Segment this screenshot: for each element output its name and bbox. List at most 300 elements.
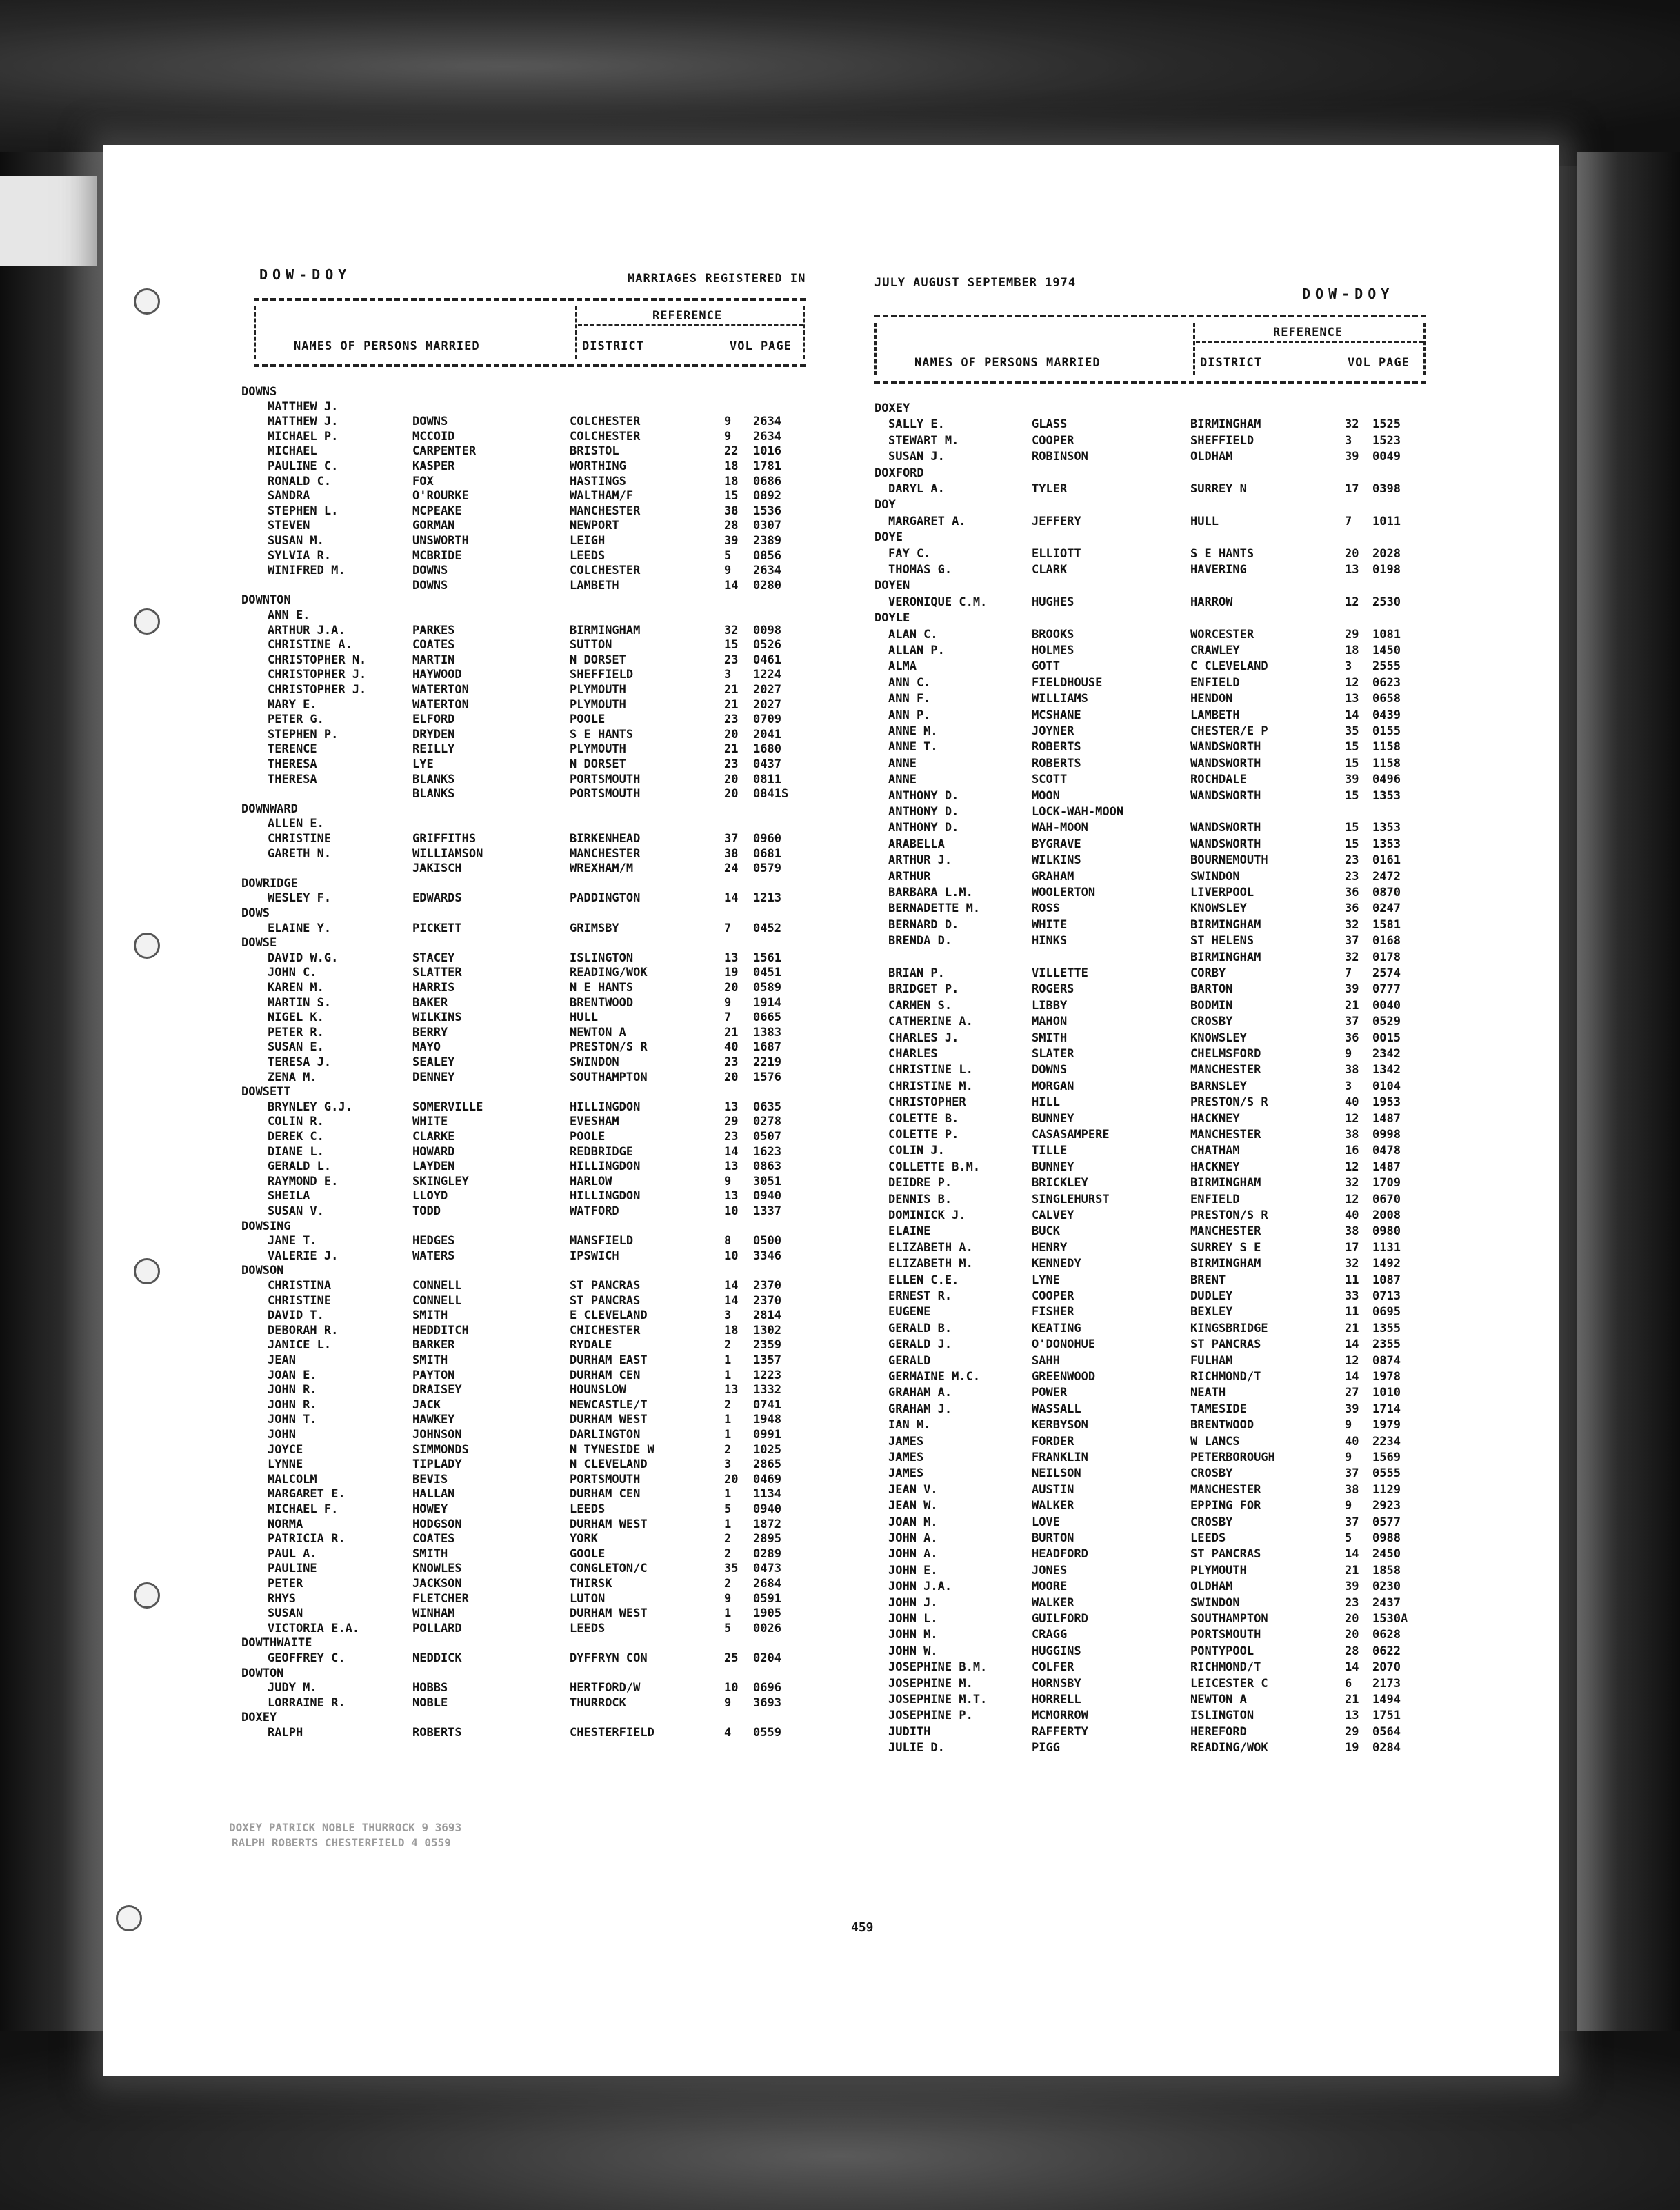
entry-forename: SUSAN V.	[268, 1204, 324, 1218]
entry-spouse-surname: JONES	[1032, 1563, 1068, 1577]
entry-district: CONGLETON/C	[570, 1562, 648, 1576]
entry-spouse-surname: DRYDEN	[412, 727, 455, 741]
entry-volume: 11	[1345, 1273, 1359, 1287]
register-entry	[241, 1622, 807, 1635]
entry-forename: MARGARET A.	[888, 514, 966, 528]
entry-district: C CLEVELAND	[1190, 659, 1268, 674]
entry-page: 1158	[1372, 756, 1401, 770]
scan-border-top	[0, 0, 1680, 166]
entry-page: 0622	[1372, 1644, 1401, 1658]
entry-page: 0960	[753, 832, 781, 846]
entry-page: 2173	[1372, 1676, 1401, 1691]
register-entry	[862, 837, 1434, 851]
entry-volume: 6	[1345, 1676, 1352, 1691]
entry-district: SURREY N	[1190, 482, 1247, 496]
entry-district: DUDLEY	[1190, 1289, 1233, 1303]
entry-district: BOURNEMOUTH	[1190, 853, 1268, 868]
entry-page: 1353	[1372, 788, 1401, 803]
entry-forename: GERALD	[888, 1353, 931, 1368]
entry-volume: 14	[724, 891, 739, 906]
entry-volume: 29	[724, 1115, 739, 1129]
entry-forename: DAVID T.	[268, 1308, 324, 1323]
entry-district: WANDSWORTH	[1190, 837, 1261, 851]
reference-label: REFERENCE	[1273, 326, 1343, 339]
entry-district: DURHAM WEST	[570, 1606, 648, 1621]
entry-district: LEEDS	[570, 1621, 606, 1635]
entry-district: PRESTON/S R	[1190, 1095, 1268, 1110]
entry-page: 2342	[1372, 1047, 1401, 1061]
entry-spouse-surname: WATERTON	[412, 697, 469, 712]
entry-volume: 39	[1345, 1580, 1359, 1594]
register-entry	[241, 832, 807, 846]
entry-volume: 28	[1345, 1644, 1359, 1658]
entry-page: 0307	[753, 519, 781, 533]
entry-forename: TERENCE	[268, 742, 317, 757]
entry-volume: 9	[724, 429, 732, 444]
entry-forename: JOHN C.	[268, 966, 317, 980]
register-entry	[241, 698, 807, 712]
punch-hole	[116, 1905, 142, 1931]
register-entry	[862, 1547, 1434, 1561]
entry-spouse-surname: JAKISCH	[412, 862, 462, 876]
entry-spouse-surname: GRIFFITHS	[412, 832, 477, 846]
entry-volume: 5	[1345, 1531, 1352, 1545]
entry-forename: ARTHUR J.A.	[268, 623, 346, 637]
entry-page: 0686	[753, 474, 781, 488]
register-entry	[241, 1368, 807, 1382]
register-entry	[862, 1612, 1434, 1626]
surname-heading: DOWSON	[241, 1264, 284, 1278]
entry-district: EVESHAM	[570, 1115, 619, 1129]
entry-spouse-surname: CASASAMPERE	[1032, 1128, 1110, 1142]
entry-page: 0451	[753, 966, 781, 980]
entry-district: ST PANCRAS	[1190, 1547, 1261, 1562]
register-entry	[241, 1398, 807, 1412]
entry-page: 2450	[1372, 1547, 1401, 1562]
register-entry	[862, 740, 1434, 754]
vol-page-label: VOL PAGE	[1348, 356, 1410, 370]
entry-page: 0665	[753, 1011, 781, 1025]
entry-spouse-surname: COOPER	[1032, 433, 1074, 448]
entry-spouse-surname: STACEY	[412, 950, 455, 965]
entry-page: 3051	[753, 1174, 781, 1188]
entry-page: 0398	[1372, 482, 1401, 496]
entry-district: N DORSET	[570, 653, 626, 667]
register-entry	[862, 628, 1434, 641]
register-entry	[241, 1532, 807, 1546]
entry-district: CROSBY	[1190, 1466, 1233, 1481]
entry-forename: ELAINE	[888, 1224, 931, 1239]
entry-spouse-surname: MCBRIDE	[412, 548, 462, 563]
entry-spouse-surname: HOBBS	[412, 1681, 448, 1695]
entry-district: CROSBY	[1190, 1515, 1233, 1529]
entry-page: 2574	[1372, 966, 1401, 980]
entry-forename: COLLETTE B.M.	[888, 1159, 981, 1174]
entry-forename: LYNNE	[268, 1457, 303, 1472]
entry-volume: 7	[724, 921, 732, 935]
entry-spouse-surname: POLLARD	[412, 1621, 462, 1635]
entry-forename: COLETTE P.	[888, 1128, 959, 1142]
entry-district: PLYMOUTH	[570, 697, 626, 712]
entry-volume: 23	[1345, 869, 1359, 884]
entry-page: 0713	[1372, 1289, 1401, 1303]
entry-district: MANSFIELD	[570, 1234, 634, 1248]
register-entry	[862, 1193, 1434, 1206]
entry-spouse-surname: GUILFORD	[1032, 1612, 1088, 1626]
entry-district: PONTYPOOL	[1190, 1644, 1254, 1658]
entry-forename: ANTHONY D.	[888, 788, 959, 803]
entry-volume: 12	[1345, 595, 1359, 609]
entry-volume: 18	[724, 474, 739, 488]
register-entry	[862, 1435, 1434, 1449]
register-entry	[862, 1015, 1434, 1028]
entry-page: 2070	[1372, 1660, 1401, 1675]
entry-page: 0577	[1372, 1515, 1401, 1529]
entry-spouse-surname: O'ROURKE	[412, 489, 469, 504]
register-entry	[862, 1564, 1434, 1577]
register-entry	[862, 1644, 1434, 1658]
entry-volume: 12	[1345, 1353, 1359, 1368]
register-entry	[241, 773, 807, 786]
entry-page: 1011	[1372, 514, 1401, 528]
entry-forename: SALLY E.	[888, 417, 945, 432]
entry-forename: ALAN C.	[888, 627, 938, 641]
entry-spouse-surname: SMITH	[412, 1546, 448, 1561]
entry-spouse-surname: SINGLEHURST	[1032, 1192, 1110, 1206]
entry-page: 0695	[1372, 1305, 1401, 1320]
register-entry	[241, 1159, 807, 1173]
entry-district: EPPING FOR	[1190, 1499, 1261, 1513]
entry-volume: 9	[724, 995, 732, 1010]
entry-page: 1709	[1372, 1176, 1401, 1191]
register-entry	[862, 1466, 1434, 1480]
entry-forename: ANTHONY D.	[888, 805, 959, 819]
bleed-through-text: DOXEY PATRICK NOBLE THURROCK 9 3693	[229, 1821, 462, 1834]
entry-volume: 15	[1345, 821, 1359, 835]
entry-spouse-surname: JOHNSON	[412, 1428, 462, 1442]
register-entry	[241, 817, 807, 830]
entry-spouse-surname: BARKER	[412, 1338, 455, 1353]
entry-forename: CHRISTINE	[268, 1293, 332, 1308]
entry-forename: FAY C.	[888, 546, 931, 561]
entry-volume: 7	[1345, 514, 1352, 528]
scan-glare	[0, 176, 97, 266]
surname-heading: DOWS	[241, 906, 270, 920]
entry-district: PORTSMOUTH	[570, 772, 641, 786]
entry-forename: BRIAN P.	[888, 966, 945, 980]
entry-page: 0289	[753, 1546, 781, 1561]
entry-district: PLYMOUTH	[1190, 1563, 1247, 1577]
register-entry	[862, 1112, 1434, 1126]
entry-spouse-surname: TILLE	[1032, 1144, 1068, 1158]
entry-page: 1129	[1372, 1482, 1401, 1497]
surname-heading: DOWSETT	[241, 1085, 291, 1099]
entry-page: 0991	[753, 1428, 781, 1442]
surname-heading: DOYLE	[874, 611, 910, 626]
entry-volume: 23	[724, 1130, 739, 1144]
entry-page: 2684	[753, 1577, 781, 1591]
register-entry	[862, 918, 1434, 932]
entry-volume: 33	[1345, 1289, 1359, 1303]
entry-spouse-surname: SMITH	[1032, 1031, 1068, 1045]
entry-spouse-surname: HOWEY	[412, 1502, 448, 1516]
entry-spouse-surname: NOBLE	[412, 1695, 448, 1710]
entry-forename: SYLVIA R.	[268, 548, 332, 563]
entry-spouse-surname: WATERTON	[412, 683, 469, 697]
entry-district: BIRMINGHAM	[1190, 950, 1261, 964]
register-entry	[241, 1681, 807, 1695]
entry-spouse-surname: HUGHES	[1032, 595, 1074, 609]
entry-forename: DEREK C.	[268, 1130, 324, 1144]
register-entry	[862, 1160, 1434, 1174]
entry-volume: 12	[1345, 1159, 1359, 1174]
entry-forename: BERNADETTE M.	[888, 902, 981, 916]
register-entry	[862, 1370, 1434, 1384]
entry-forename: ELAINE Y.	[268, 921, 332, 935]
entry-page: 0529	[1372, 1015, 1401, 1029]
entry-spouse-surname: BROOKS	[1032, 627, 1074, 641]
register-entry	[862, 1257, 1434, 1271]
entry-volume: 37	[1345, 934, 1359, 948]
entry-volume: 20	[724, 1472, 739, 1486]
entry-volume: 10	[724, 1204, 739, 1218]
entry-volume: 14	[724, 1144, 739, 1159]
register-entry	[862, 1725, 1434, 1739]
entry-spouse-surname: BAKER	[412, 995, 448, 1010]
entry-forename: CHRISTOPHER	[888, 1095, 966, 1110]
entry-forename: JAMES	[888, 1434, 924, 1449]
entry-page: 0874	[1372, 1353, 1401, 1368]
entry-page: 1687	[753, 1040, 781, 1055]
entry-page: 0591	[753, 1591, 781, 1606]
entry-spouse-surname: MCCOID	[412, 429, 455, 444]
entry-forename: DENNIS B.	[888, 1192, 952, 1206]
entry-district: PORTSMOUTH	[570, 1472, 641, 1486]
entry-spouse-surname: ROBERTS	[1032, 740, 1081, 755]
entry-district: ST HELENS	[1190, 934, 1254, 948]
entry-page: 0015	[1372, 1031, 1401, 1045]
entry-volume: 4	[724, 1726, 732, 1740]
entry-forename: ALLAN P.	[888, 644, 945, 657]
entry-district: PETERBOROUGH	[1190, 1451, 1275, 1464]
entry-forename: JUDY M.	[268, 1681, 317, 1695]
entry-spouse-surname: PICKETT	[412, 921, 462, 935]
entry-volume: 16	[1345, 1144, 1359, 1158]
entry-district: THURROCK	[570, 1695, 626, 1710]
entry-district: CORBY	[1190, 966, 1226, 980]
entry-forename: DOMINICK J.	[888, 1208, 966, 1222]
entry-spouse-surname: DOWNS	[1032, 1063, 1068, 1077]
entry-spouse-surname: RAFFERTY	[1032, 1724, 1088, 1739]
entry-district: PADDINGTON	[570, 891, 641, 906]
entry-page: 2634	[753, 564, 781, 578]
entry-page: 2041	[753, 727, 781, 741]
register-entry	[862, 1176, 1434, 1190]
entry-spouse-surname: WILLIAMS	[1032, 692, 1088, 706]
register-entry	[862, 1515, 1434, 1529]
entry-page: 0278	[753, 1115, 781, 1129]
entry-district: ENFIELD	[1190, 1192, 1240, 1206]
entry-forename: PETER R.	[268, 1025, 324, 1039]
entry-district: WANDSWORTH	[1190, 788, 1261, 803]
entry-volume: 39	[1345, 1402, 1359, 1416]
entry-forename: ALLEN E.	[268, 817, 324, 831]
entry-spouse-surname: PAYTON	[412, 1368, 455, 1382]
entry-spouse-surname: SMITH	[412, 1353, 448, 1367]
entry-spouse-surname: PIGG	[1032, 1741, 1060, 1755]
register-entry	[862, 644, 1434, 657]
surname-heading: DOYE	[874, 530, 903, 545]
register-entry	[862, 902, 1434, 915]
entry-volume: 20	[1345, 1628, 1359, 1642]
register-entry	[241, 1726, 807, 1740]
entry-district: ISLINGTON	[570, 950, 634, 965]
entry-page: 0461	[753, 653, 781, 667]
entry-spouse-surname: SAHH	[1032, 1353, 1060, 1368]
entry-forename: WINIFRED M.	[268, 564, 346, 578]
register-entry	[241, 504, 807, 518]
entry-page: 1530A	[1372, 1612, 1408, 1626]
register-entry	[862, 757, 1434, 770]
entry-district: OLDHAM	[1190, 1580, 1233, 1594]
entry-spouse-surname: ROSS	[1032, 902, 1060, 916]
entry-spouse-surname: BUNNEY	[1032, 1159, 1074, 1174]
entry-volume: 5	[724, 1502, 732, 1516]
register-entry	[862, 724, 1434, 738]
entry-forename: LORRAINE R.	[268, 1695, 346, 1710]
register-entry	[862, 950, 1434, 964]
entry-district: WORCESTER	[1190, 627, 1254, 641]
entry-page: 2437	[1372, 1595, 1401, 1610]
register-entry	[862, 870, 1434, 884]
entry-spouse-surname: KENNEDY	[1032, 1257, 1081, 1271]
entry-spouse-surname: SLATER	[1032, 1047, 1074, 1061]
entry-district: W LANCS	[1190, 1434, 1240, 1449]
entry-spouse-surname: O'DONOHUE	[1032, 1337, 1096, 1352]
entry-volume: 32	[1345, 917, 1359, 932]
entry-forename: SUSAN E.	[268, 1040, 324, 1055]
register-entry	[241, 1383, 807, 1397]
entry-page: 0741	[753, 1397, 781, 1412]
entry-page: 0473	[753, 1562, 781, 1576]
register-entry	[241, 1502, 807, 1516]
entry-volume: 18	[724, 459, 739, 473]
entry-spouse-surname: JACK	[412, 1397, 441, 1412]
entry-spouse-surname: WILKINS	[1032, 853, 1081, 868]
entry-volume: 3	[1345, 659, 1352, 674]
entry-page: 0469	[753, 1472, 781, 1486]
entry-volume: 20	[724, 787, 739, 802]
entry-volume: 10	[724, 1681, 739, 1695]
entry-page: 1751	[1372, 1709, 1401, 1723]
register-entry	[862, 886, 1434, 899]
entry-spouse-surname: SMITH	[412, 1308, 448, 1323]
entry-forename: COLIN J.	[888, 1144, 945, 1158]
entry-spouse-surname: ROBERTS	[1032, 756, 1081, 770]
entry-page: 2865	[753, 1457, 781, 1472]
entry-volume: 37	[1345, 1015, 1359, 1029]
entry-district: BEXLEY	[1190, 1305, 1233, 1320]
entry-spouse-surname: SKINGLEY	[412, 1174, 469, 1188]
entry-forename: JOSEPHINE M.T.	[888, 1693, 988, 1706]
register-entry	[241, 1130, 807, 1144]
entry-spouse-surname: COLFER	[1032, 1660, 1074, 1675]
entry-spouse-surname: GRAHAM	[1032, 869, 1074, 884]
register-entry	[241, 1026, 807, 1039]
entry-volume: 38	[1345, 1063, 1359, 1077]
entry-forename: JEAN W.	[888, 1499, 938, 1513]
entry-page: 2008	[1372, 1208, 1401, 1222]
entry-forename: RAYMOND E.	[268, 1174, 339, 1188]
entry-page: 1487	[1372, 1159, 1401, 1174]
entry-page: 3346	[753, 1248, 781, 1263]
entry-forename: JOSEPHINE P.	[888, 1709, 973, 1723]
register-entry	[241, 1651, 807, 1665]
entry-page: 2389	[753, 534, 781, 548]
entry-spouse-surname: MAYO	[412, 1040, 441, 1055]
entry-volume: 12	[1345, 1192, 1359, 1206]
entry-page: 2370	[753, 1293, 781, 1308]
entry-district: SWINDON	[1190, 1595, 1240, 1610]
entry-spouse-surname: LLOYD	[412, 1189, 448, 1204]
entry-forename: JOHN E.	[888, 1563, 938, 1577]
entry-page: 1781	[753, 459, 781, 473]
entry-forename: JOHN M.	[888, 1628, 938, 1642]
entry-spouse-surname: TODD	[412, 1204, 441, 1218]
entry-page: 1087	[1372, 1273, 1401, 1287]
register-entry	[862, 1289, 1434, 1303]
entry-volume: 32	[724, 623, 739, 637]
entry-volume: 39	[1345, 773, 1359, 787]
surname-heading: DOWSE	[241, 936, 277, 950]
entry-page: 1355	[1372, 1321, 1401, 1335]
entry-spouse-surname: HEDGES	[412, 1234, 455, 1248]
entry-forename: JOHN A.	[888, 1547, 938, 1562]
entry-volume: 3	[1345, 433, 1352, 448]
entry-district: HASTINGS	[570, 474, 626, 488]
register-entry	[241, 653, 807, 667]
entry-spouse-surname: SOMERVILLE	[412, 1099, 483, 1114]
entry-volume: 32	[1345, 417, 1359, 432]
register-entry	[241, 608, 807, 622]
entry-volume: 39	[1345, 450, 1359, 464]
entry-volume: 14	[1345, 1337, 1359, 1352]
entry-spouse-surname: GOTT	[1032, 659, 1060, 674]
entry-spouse-surname: HODGSON	[412, 1517, 462, 1531]
entry-forename: CHARLES J.	[888, 1031, 959, 1045]
entry-page: 2359	[753, 1338, 781, 1353]
entry-forename: THOMAS G.	[888, 563, 952, 577]
entry-district: BIRMINGHAM	[1190, 1176, 1261, 1191]
entry-volume: 39	[1345, 982, 1359, 997]
entry-forename: MICHAEL P.	[268, 429, 339, 444]
entry-district: DURHAM CEN	[570, 1368, 641, 1382]
entry-spouse-surname: HOWARD	[412, 1144, 455, 1159]
entry-district: KNOWSLEY	[1190, 1031, 1247, 1045]
entry-volume: 15	[1345, 788, 1359, 803]
entry-spouse-surname: BEVIS	[412, 1472, 448, 1486]
entry-volume: 11	[1345, 1305, 1359, 1320]
entry-volume: 23	[724, 1055, 739, 1069]
entry-page: 1948	[753, 1413, 781, 1427]
entry-forename: JULIE D.	[888, 1741, 945, 1755]
entry-spouse-surname: LIBBY	[1032, 998, 1068, 1013]
entry-page: 0049	[1372, 450, 1401, 464]
entry-spouse-surname: BLANKS	[412, 787, 455, 802]
entry-district: ISLINGTON	[1190, 1709, 1254, 1723]
entry-volume: 1	[724, 1353, 732, 1367]
register-entry	[862, 1144, 1434, 1157]
